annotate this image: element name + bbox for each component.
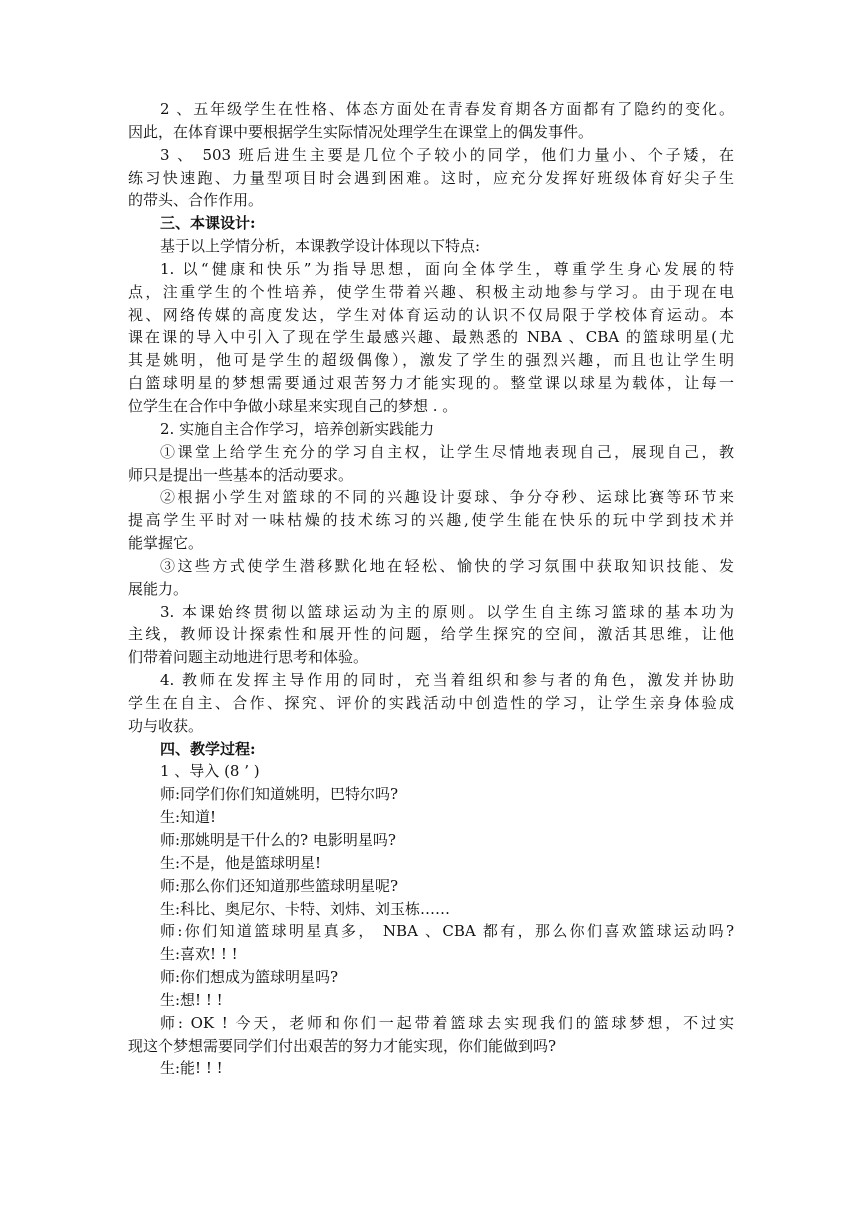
text-line: 3. 本课始终贯彻以篮球运动为主的原则。以学生自主练习篮球的基本功为 (160, 602, 734, 621)
text-line: 现这个梦想需要同学们付出艰苦的努力才能实现，你们能做到吗? (128, 1036, 557, 1055)
text-line: 功与收获。 (128, 716, 204, 735)
text-line: 师:那么你们还知道那些篮球明星呢? (160, 876, 399, 895)
text-line: ①课堂上给学生充分的学习自主权，让学生尽情地表现自己，展现自己，教 (160, 442, 734, 461)
text-line: 生:知道! (160, 808, 217, 827)
text-line: 生:能! ! ! (160, 1059, 223, 1078)
text-line: 生:想! ! ! (160, 990, 223, 1009)
text-line: 其是姚明，他可是学生的超级偶像），激发了学生的强烈兴趣，而且也让学生明 (128, 351, 734, 370)
text-line: 3 、 503 班后进生主要是几位个子较小的同学，他们力量小、个子矮，在 (160, 145, 734, 164)
text-line: 练习快速跑、力量型项目时会遇到困难。这时，应充分发挥好班级体育好尖子生 (128, 168, 734, 187)
text-line: 白篮球明星的梦想需要通过艰苦努力才能实现的。整堂课以球星为载体，让每一 (128, 374, 734, 393)
text-line: 视、网络传媒的高度发达，学生对体育运动的认识不仅局限于学校体育运动。本 (128, 305, 734, 324)
text-line: 因此，在体育课中要根据学生实际情况处理学生在课堂上的偶发事件。 (128, 122, 594, 141)
text-line: 的带头、合作作用。 (128, 191, 264, 210)
text-line: 师:你们知道篮球明星真多， NBA 、CBA 都有，那么你们喜欢篮球运动吗? (160, 922, 734, 941)
text-line: 课在课的导入中引入了现在学生最感兴趣、最熟悉的 NBA 、CBA 的篮球明星(尤 (128, 328, 734, 347)
section-heading: 三、本课设计: (160, 214, 256, 233)
text-line: 师: OK ! 今天，老师和你们一起带着篮球去实现我们的篮球梦想，不过实 (160, 1013, 734, 1032)
text-line: ②根据小学生对篮球的不同的兴趣设计耍球、争分夺秒、运球比赛等环节来 (160, 488, 734, 507)
text-line: 提高学生平时对一味枯燥的技术练习的兴趣,使学生能在快乐的玩中学到技术并 (128, 511, 734, 530)
text-line: 展能力。 (128, 579, 189, 598)
text-line: 点，注重学生的个性培养，使学生带着兴趣、积极主动地参与学习。由于现在电 (128, 282, 734, 301)
text-line: 师只是提出一些基本的活动要求。 (128, 465, 354, 484)
text-line: 师:那姚明是干什么的? 电影明星吗? (160, 831, 396, 849)
document-body (128, 98, 734, 1080)
text-line: 位学生在合作中争做小球星来实现自己的梦想 . 。 (128, 396, 458, 415)
text-line: 生:科比、奥尼尔、卡特、刘炜、刘玉栋…… (160, 899, 451, 918)
text-line: 生:不是，他是篮球明星! (160, 853, 322, 872)
text-line: 1 、导入 (8 ’ ) (160, 762, 260, 781)
section-heading: 四、教学过程: (160, 739, 256, 758)
text-line: 主线，教师设计探索性和展开性的问题，给学生探究的空间，激活其思维，让他 (128, 625, 734, 644)
text-line: ③这些方式使学生潜移默化地在轻松、愉快的学习氛围中获取知识技能、发 (160, 556, 734, 575)
text-line: 4. 教师在发挥主导作用的同时，充当着组织和参与者的角色，激发并协助 (160, 671, 734, 690)
text-line: 生:喜欢! ! ! (160, 945, 238, 964)
text-line: 1. 以“健康和快乐”为指导思想，面向全体学生，尊重学生身心发展的特 (160, 259, 734, 278)
text-line: 学生在自主、合作、探究、评价的实践活动中创造性的学习，让学生亲身体验成 (128, 693, 734, 712)
text-line: 们带着问题主动地进行思考和体验。 (128, 648, 369, 667)
text-line: 2. 实施自主合作学习，培养创新实践能力 (160, 419, 435, 438)
text-line: 师:同学们你们知道姚明，巴特尔吗? (160, 785, 399, 804)
text-line: 基于以上学情分析，本课教学设计体现以下特点: (160, 237, 481, 256)
text-line: 师:你们想成为篮球明星吗? (160, 968, 339, 987)
text-line: 2 、五年级学生在性格、体态方面处在青春发育期各方面都有了隐约的变化。 (160, 100, 734, 118)
text-line: 能掌握它。 (128, 534, 204, 553)
